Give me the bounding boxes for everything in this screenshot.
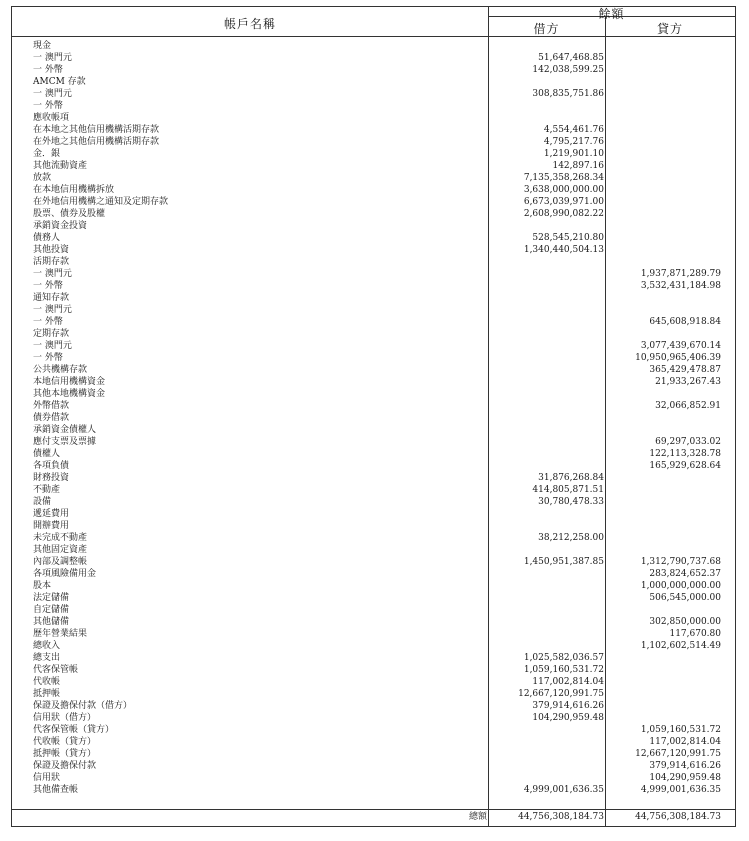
account-name-cell: 總收入 [33, 641, 61, 651]
account-name-cell: 應付支票及票據 [33, 437, 97, 447]
account-name-cell: 代收帳（貸方） [33, 737, 97, 747]
account-name-cell: 信用狀 [33, 773, 61, 783]
balance-header: 餘額 [598, 7, 625, 21]
credit-cell: 12,667,120,991.75 [635, 749, 721, 759]
account-name-cell: 一 澳門元 [33, 341, 72, 351]
table-row [12, 760, 735, 772]
table-row [12, 724, 735, 736]
table-row [12, 652, 735, 664]
table-row [12, 280, 735, 292]
table-row [12, 64, 735, 76]
table-row [12, 712, 735, 724]
table-row [12, 52, 735, 64]
credit-cell: 117,670.80 [669, 629, 721, 639]
debit-cell: 7,135,358,268.34 [523, 173, 604, 183]
debit-cell: 51,647,468.85 [538, 53, 604, 63]
account-name-cell: 其他固定資產 [33, 545, 88, 555]
account-name-cell: 股本 [33, 581, 52, 591]
debit-cell: 30,780,478.33 [538, 497, 604, 507]
debit-cell: 4,795,217.76 [543, 137, 604, 147]
total-credit: 44,756,308,184.73 [635, 812, 721, 822]
table-row [12, 472, 735, 484]
table-row [12, 664, 735, 676]
account-name-cell: 一 外幣 [33, 353, 63, 363]
table-row [12, 580, 735, 592]
account-name-cell: 一 澳門元 [33, 269, 72, 279]
table-row [12, 628, 735, 640]
account-name-cell: 承銷資金債權人 [33, 425, 97, 435]
credit-cell: 122,113,328.78 [649, 449, 721, 459]
debit-cell: 528,545,210.80 [532, 233, 604, 243]
total-row [12, 810, 735, 824]
account-rows [12, 40, 735, 796]
debit-cell: 104,290,959.48 [532, 713, 604, 723]
account-name-cell: 不動產 [33, 485, 61, 495]
account-name-cell: 設備 [33, 497, 52, 507]
credit-cell: 117,002,814.04 [649, 737, 721, 747]
account-name-cell: 保證及擔保付款（借方） [33, 701, 133, 711]
table-row [12, 748, 735, 760]
debit-cell: 6,673,039,971.00 [523, 197, 604, 207]
account-name-cell: 在本地信用機構拆放 [33, 185, 115, 195]
credit-cell: 1,312,790,737.68 [640, 557, 721, 567]
account-name-cell: 一 澳門元 [33, 305, 72, 315]
credit-cell: 3,532,431,184.98 [640, 281, 721, 291]
account-name-cell: 一 外幣 [33, 65, 63, 75]
table-row [12, 460, 735, 472]
account-name-cell: 承銷資金投資 [33, 221, 88, 231]
credit-cell: 365,429,478.87 [649, 365, 721, 375]
account-name-cell: 各項負債 [33, 461, 70, 471]
table-row [12, 688, 735, 700]
account-name-cell: 放款 [33, 173, 52, 183]
table-row [12, 640, 735, 652]
account-name-cell: 未完成不動產 [33, 533, 88, 543]
table-row [12, 616, 735, 628]
account-name-cell: 財務投資 [33, 473, 70, 483]
table-row [12, 592, 735, 604]
credit-cell: 1,102,602,514.49 [640, 641, 721, 651]
account-name-cell: 通知存款 [33, 293, 70, 303]
total-debit: 44,756,308,184.73 [518, 812, 604, 822]
table-row [12, 268, 735, 280]
credit-cell: 1,000,000,000.00 [640, 581, 721, 591]
table-row [12, 112, 735, 124]
account-name-header: 帳戶名稱 [223, 17, 276, 31]
credit-header: 貸方 [656, 22, 683, 36]
table-row [12, 40, 735, 52]
debit-header: 借方 [533, 22, 560, 36]
account-name-cell: 活期存款 [33, 257, 70, 267]
account-name-cell: 一 澳門元 [33, 53, 72, 63]
account-name-cell: AMCM 存款 [33, 77, 86, 87]
debit-cell: 1,450,951,387.85 [523, 557, 604, 567]
account-name-cell: 一 外幣 [33, 317, 63, 327]
account-name-cell: 定期存款 [33, 329, 70, 339]
table-row [12, 604, 735, 616]
table-row [12, 772, 735, 784]
debit-cell: 1,059,160,531.72 [523, 665, 604, 675]
table-row [12, 328, 735, 340]
debit-cell: 31,876,268.84 [538, 473, 604, 483]
table-row [12, 304, 735, 316]
table-row [12, 136, 735, 148]
account-name-cell: 其他投資 [33, 245, 70, 255]
debit-cell: 142,897.16 [552, 161, 604, 171]
credit-cell: 506,545,000.00 [649, 593, 721, 603]
debit-cell: 4,999,001,636.35 [523, 785, 604, 795]
table-row [12, 100, 735, 112]
credit-cell: 283,824,652.37 [649, 569, 721, 579]
debit-cell: 1,025,582,036.57 [523, 653, 604, 663]
account-name-cell: 歷年營業結果 [33, 629, 88, 639]
table-row [12, 568, 735, 580]
table-row [12, 124, 735, 136]
table-row [12, 700, 735, 712]
account-name-cell: 一 澳門元 [33, 89, 72, 99]
account-name-cell: 其他本地機構資金 [33, 389, 106, 399]
table-row [12, 196, 735, 208]
total-label: 總額 [468, 812, 487, 822]
account-name-cell: 保證及擔保付款 [33, 761, 97, 771]
credit-cell: 3,077,439,670.14 [640, 341, 721, 351]
table-row [12, 184, 735, 196]
debit-cell: 308,835,751.86 [532, 89, 604, 99]
account-name-cell: 代收帳 [33, 677, 61, 687]
table-row [12, 412, 735, 424]
account-name-cell: 債券借款 [33, 413, 70, 423]
account-name-cell: 外幣借款 [33, 401, 70, 411]
account-name-cell: 代客保管帳 [33, 665, 79, 675]
credit-cell: 32,066,852.91 [655, 401, 721, 411]
credit-cell: 69,297,033.02 [655, 437, 721, 447]
table-row [12, 364, 735, 376]
table-row [12, 340, 735, 352]
account-name-cell: 在外地信用機構之通知及定期存款 [33, 197, 169, 207]
account-name-cell: 遞延費用 [33, 509, 70, 519]
account-name-cell: 應收帳項 [33, 113, 70, 123]
debit-cell: 2,608,990,082.22 [523, 209, 604, 219]
debit-cell: 117,002,814.04 [532, 677, 604, 687]
table-row [12, 544, 735, 556]
table-row [12, 316, 735, 328]
credit-cell: 645,608,918.84 [649, 317, 721, 327]
table-row [12, 220, 735, 232]
table-row [12, 784, 735, 796]
debit-cell: 38,212,258.00 [538, 533, 604, 543]
credit-cell: 104,290,959.48 [649, 773, 721, 783]
table-row [12, 520, 735, 532]
table-row [12, 292, 735, 304]
account-name-cell: 其他流動資產 [33, 161, 88, 171]
table-row [12, 484, 735, 496]
table-row [12, 208, 735, 220]
table-row [12, 424, 735, 436]
debit-cell: 1,219,901.10 [543, 149, 604, 159]
account-name-cell: 抵押帳 [33, 689, 61, 699]
credit-cell: 4,999,001,636.35 [640, 785, 721, 795]
table-row [12, 76, 735, 88]
account-name-cell: 法定儲備 [33, 593, 70, 603]
account-name-cell: 其他儲備 [33, 617, 70, 627]
account-name-cell: 其他備查帳 [33, 785, 79, 795]
trial-balance-table [11, 6, 736, 827]
account-name-cell: 總支出 [33, 653, 61, 663]
debit-cell: 4,554,461.76 [543, 125, 604, 135]
table-row [12, 256, 735, 268]
debit-cell: 3,638,000,000.00 [523, 185, 604, 195]
account-name-cell: 現金 [33, 41, 52, 51]
credit-cell: 1,059,160,531.72 [640, 725, 721, 735]
credit-cell: 165,929,628.64 [649, 461, 721, 471]
account-name-cell: 債務人 [33, 233, 61, 243]
credit-cell: 10,950,965,406.39 [635, 353, 721, 363]
table-row [12, 148, 735, 160]
account-name-cell: 在本地之其他信用機構活期存款 [33, 125, 160, 135]
table-row [12, 436, 735, 448]
account-name-cell: 公共機構存款 [33, 365, 88, 375]
debit-cell: 379,914,616.26 [532, 701, 604, 711]
account-name-cell: 代客保管帳（貸方） [33, 725, 115, 735]
debit-cell: 12,667,120,991.75 [518, 689, 604, 699]
table-row [12, 88, 735, 100]
table-row [12, 508, 735, 520]
table-row [12, 676, 735, 688]
table-row [12, 244, 735, 256]
debit-cell: 142,038,599.25 [532, 65, 604, 75]
account-name-cell: 自定儲備 [33, 605, 70, 615]
table-row [12, 496, 735, 508]
credit-cell: 1,937,871,289.79 [640, 269, 721, 279]
table-row [12, 400, 735, 412]
table-row [12, 160, 735, 172]
table-row [12, 556, 735, 568]
account-name-cell: 信用狀（借方） [33, 713, 97, 723]
account-name-cell: 各項風險備用金 [33, 569, 97, 579]
table-row [12, 352, 735, 364]
debit-cell: 1,340,440,504.13 [523, 245, 604, 255]
account-name-cell: 股票、債券及股權 [33, 209, 106, 219]
account-name-cell: 開辦費用 [33, 521, 70, 531]
account-name-cell: 一 外幣 [33, 281, 63, 291]
table-row [12, 376, 735, 388]
credit-cell: 379,914,616.26 [649, 761, 721, 771]
table-row [12, 232, 735, 244]
account-name-cell: 內部及調整帳 [33, 557, 88, 567]
table-row [12, 736, 735, 748]
credit-cell: 302,850,000.00 [649, 617, 721, 627]
account-name-cell: 在外地之其他信用機構活期存款 [33, 137, 160, 147]
account-name-cell: 金．銀 [33, 149, 61, 159]
table-row [12, 388, 735, 400]
table-row [12, 532, 735, 544]
account-name-cell: 一 外幣 [33, 101, 63, 111]
credit-cell: 21,933,267.43 [655, 377, 721, 387]
account-name-cell: 本地信用機構資金 [33, 377, 106, 387]
debit-cell: 414,805,871.51 [532, 485, 604, 495]
table-row [12, 448, 735, 460]
account-name-cell: 抵押帳（貸方） [33, 749, 97, 759]
account-name-cell: 債權人 [33, 449, 61, 459]
table-row [12, 172, 735, 184]
